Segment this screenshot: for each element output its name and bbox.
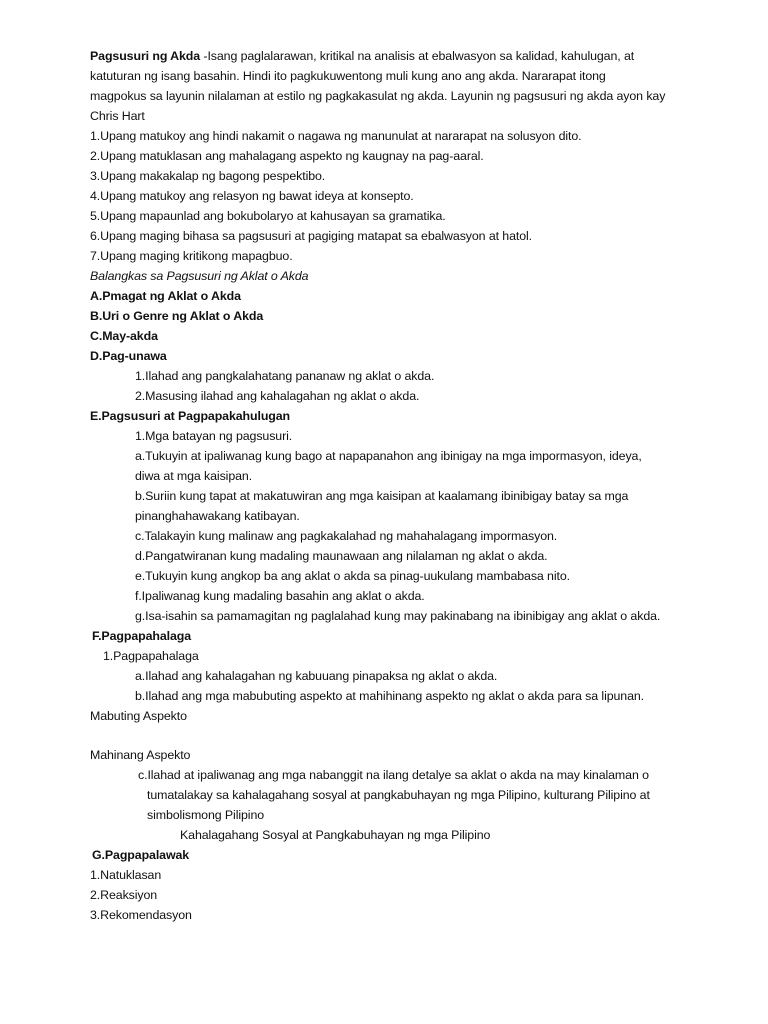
outline-e-item-f: f.Ipaliwanag kung madaling basahin ang aklat o akda. <box>135 589 425 603</box>
outline-e-item-b: b.Suriin kung tapat at makatuwiran ang mga kaisipan at kaalamang ibinibigay batay sa mga <box>135 489 629 503</box>
objective-item: 1.Upang matukoy ang hindi nakamit o nagawa ng manunulat at nararapat na solusyon dito. <box>90 129 582 143</box>
outline-f-item-b: b.Ilahad ang mga mabubuting aspekto at mahihinang aspekto ng aklat o akda para sa lipunan. <box>135 689 645 703</box>
intro-line-1 <box>90 46 634 66</box>
outline-title: Balangkas sa Pagsusuri ng Aklat o Akda <box>90 269 309 283</box>
intro-definition-start: -Isang paglalarawan, kritikal na analisis at ebalwasyon sa kalidad, kahulugan, at <box>200 49 635 63</box>
outline-g-item: 2.Reaksiyon <box>90 888 158 902</box>
outline-f-item-c-cont: tumatalakay sa kahalagahang sosyal at pangkabuhayan ng mga Pilipino, kulturang Pilipino at <box>147 788 650 802</box>
outline-d-item: 1.Ilahad ang pangkalahatang pananaw ng aklat o akda. <box>135 369 435 383</box>
outline-section-g: G.Pagpapalawak <box>92 848 190 862</box>
outline-section-f: F.Pagpapahalaga <box>92 629 192 643</box>
outline-section-d: D.Pag-unawa <box>90 349 167 363</box>
kahalagahang-sosyal-label: Kahalagahang Sosyal at Pangkabuhayan ng mga Pilipino <box>180 828 491 842</box>
outline-section-e: E.Pagsusuri at Pagpapakahulugan <box>90 409 291 423</box>
objective-item: 4.Upang matukoy ang relasyon ng bawat ideya at konsepto. <box>90 189 414 203</box>
outline-f-item-c-cont: simbolismong Pilipino <box>147 808 265 822</box>
mahinang-aspekto-label: Mahinang Aspekto <box>90 748 191 762</box>
objective-item: 5.Upang mapaunlad ang bokubolaryo at kahusayan sa gramatika. <box>90 209 446 223</box>
outline-e-item-d: d.Pangatwiranan kung madaling maunawaan ang nilalaman ng aklat o akda. <box>135 549 548 563</box>
intro-line-3: magpokus sa layunin nilalaman at estilo ng pagkakasulat ng akda. Layunin ng pagsusuri ng akda ayon kay <box>90 89 666 103</box>
outline-e-item-g: g.Isa-isahin sa pamamagitan ng paglalahad kung may pakinabang na ibinibigay ang aklat o akda. <box>135 609 661 623</box>
objective-item: 2.Upang matuklasan ang mahalagang aspekto ng kaugnay na pag-aaral. <box>90 149 484 163</box>
outline-e-item-1: 1.Mga batayan ng pagsusuri. <box>135 429 293 443</box>
outline-section-a: A.Pmagat ng Aklat o Akda <box>90 289 241 303</box>
outline-section-c: C.May-akda <box>90 329 158 343</box>
outline-e-item-a: a.Tukuyin at ipaliwanag kung bago at napapanahon ang ibinigay na mga impormasyon, ideya, <box>135 449 642 463</box>
outline-g-item: 3.Rekomendasyon <box>90 908 192 922</box>
outline-e-item-a-cont: diwa at mga kaisipan. <box>135 469 253 483</box>
outline-e-item-c: c.Talakayin kung malinaw ang pagkakalahad ng mahahalagang impormasyon. <box>135 529 558 543</box>
outline-f-item-a: a.Ilahad ang kahalagahan ng kabuuang pinapaksa ng aklat o akda. <box>135 669 498 683</box>
outline-g-item: 1.Natuklasan <box>90 868 162 882</box>
objective-item: 3.Upang makakalap ng bagong pespektibo. <box>90 169 326 183</box>
outline-f-item-1: 1.Pagpapahalaga <box>103 649 199 663</box>
outline-d-item: 2.Masusing ilahad ang kahalagahan ng aklat o akda. <box>135 389 420 403</box>
outline-e-item-b-cont: pinanghahawakang katibayan. <box>135 509 300 523</box>
intro-heading: Pagsusuri ng Akda <box>90 49 201 63</box>
outline-e-item-e: e.Tukuyin kung angkop ba ang aklat o akda sa pinag-uukulang mambabasa nito. <box>135 569 570 583</box>
objective-item: 6.Upang maging bihasa sa pagsusuri at pagiging matapat sa ebalwasyon at hatol. <box>90 229 533 243</box>
intro-line-4: Chris Hart <box>90 109 145 123</box>
intro-line-2: katuturan ng isang basahin. Hindi ito pagkukuwentong muli kung ano ang akda. Nararapat itong <box>90 69 606 83</box>
objective-item: 7.Upang maging kritikong mapagbuo. <box>90 249 293 263</box>
outline-f-item-c: c.Ilahad at ipaliwanag ang mga nabanggit na ilang detalye sa aklat o akda na may kinalaman o <box>138 768 649 782</box>
mabuting-aspekto-label: Mabuting Aspekto <box>90 709 187 723</box>
outline-section-b: B.Uri o Genre ng Aklat o Akda <box>90 309 264 323</box>
